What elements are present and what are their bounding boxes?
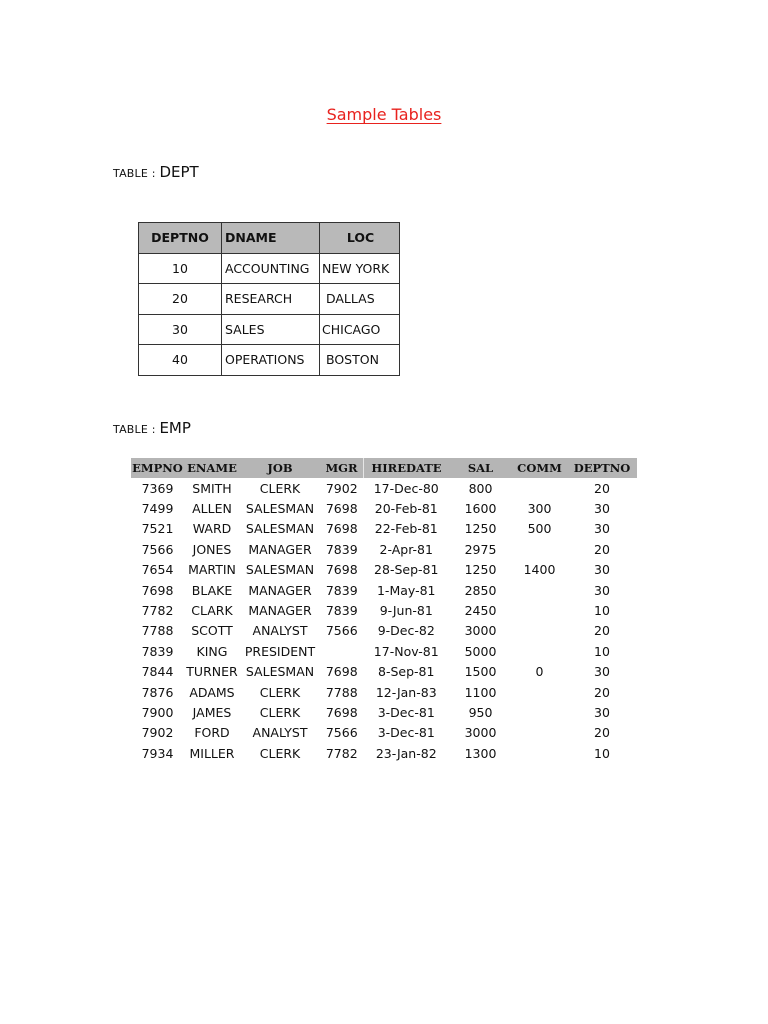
table-row xyxy=(131,682,637,702)
emp-cell-sal: 3000 xyxy=(464,623,497,639)
emp-header-row xyxy=(131,458,637,478)
emp-cell-mgr: 7902 xyxy=(325,480,358,496)
emp-cell-hiredate: 9-Dec-82 xyxy=(377,623,435,639)
emp-cell-ename: CLARK xyxy=(191,603,233,619)
emp-cell-hiredate: 3-Dec-81 xyxy=(377,725,435,741)
emp-cell-ename: SCOTT xyxy=(191,623,233,639)
emp-cell-ename: TURNER xyxy=(186,664,238,680)
emp-cell-sal: 1600 xyxy=(464,501,497,517)
emp-cell-comm xyxy=(512,600,567,620)
dept-cell-dname: RESEARCH xyxy=(222,284,320,315)
emp-cell-hiredate: 8-Sep-81 xyxy=(378,664,435,680)
table-row xyxy=(139,284,400,315)
emp-cell-ename: BLAKE xyxy=(191,582,233,598)
dept-cell-dname: OPERATIONS xyxy=(222,345,320,376)
dept-cell-loc: BOSTON xyxy=(320,345,400,376)
emp-cell-comm: 1400 xyxy=(523,562,556,578)
emp-cell-comm xyxy=(512,641,567,661)
table-row xyxy=(139,314,400,345)
emp-cell-comm xyxy=(512,723,567,743)
table-row xyxy=(139,253,400,284)
emp-cell-comm: 300 xyxy=(527,501,552,517)
emp-section-label xyxy=(113,419,191,437)
emp-cell-empno: 7654 xyxy=(141,562,174,578)
emp-cell-comm xyxy=(512,682,567,702)
dept-table xyxy=(138,222,400,376)
emp-header-sal: SAL xyxy=(449,458,512,478)
emp-cell-mgr: 7839 xyxy=(325,603,358,619)
emp-header-hiredate: HIREDATE xyxy=(364,458,450,478)
dept-section-prefix: TABLE : xyxy=(113,167,156,180)
table-row xyxy=(131,519,637,539)
emp-header-ename: ENAME xyxy=(184,458,240,478)
emp-cell-sal: 1100 xyxy=(464,684,497,700)
emp-cell-job: MANAGER xyxy=(248,603,312,619)
emp-cell-sal: 2450 xyxy=(464,603,497,619)
emp-cell-sal: 1250 xyxy=(464,521,497,537)
table-row xyxy=(131,723,637,743)
emp-cell-deptno: 30 xyxy=(594,704,610,720)
emp-section-name: EMP xyxy=(159,419,191,437)
emp-cell-mgr: 7698 xyxy=(325,521,358,537)
emp-cell-ename: WARD xyxy=(192,521,232,537)
emp-cell-empno: 7782 xyxy=(141,603,174,619)
emp-cell-sal: 1300 xyxy=(464,745,497,761)
emp-cell-deptno: 10 xyxy=(594,745,610,761)
emp-cell-sal: 800 xyxy=(468,480,493,496)
dept-header-deptno: DEPTNO xyxy=(139,223,222,254)
emp-cell-ename: ALLEN xyxy=(192,501,232,517)
emp-cell-sal: 5000 xyxy=(464,643,497,659)
dept-cell-deptno: 40 xyxy=(139,345,222,376)
dept-header-row xyxy=(139,223,400,254)
emp-cell-hiredate: 9-Jun-81 xyxy=(379,603,433,619)
emp-cell-mgr: 7698 xyxy=(325,704,358,720)
table-row xyxy=(131,478,637,498)
table-row xyxy=(131,743,637,763)
emp-cell-sal: 2975 xyxy=(464,541,497,557)
dept-cell-loc: CHICAGO xyxy=(320,314,400,345)
emp-cell-job: ANALYST xyxy=(252,623,308,639)
emp-cell-mgr: 7788 xyxy=(325,684,358,700)
emp-table xyxy=(131,458,637,763)
emp-cell-empno: 7902 xyxy=(141,725,174,741)
emp-cell-deptno: 30 xyxy=(594,521,610,537)
emp-cell-job: SALESMAN xyxy=(245,664,315,680)
emp-cell-job: CLERK xyxy=(259,704,301,720)
emp-cell-ename: JAMES xyxy=(192,704,232,720)
emp-cell-mgr: 7698 xyxy=(325,664,358,680)
emp-cell-ename: SMITH xyxy=(192,480,232,496)
emp-cell-sal: 1500 xyxy=(464,664,497,680)
emp-cell-comm xyxy=(512,539,567,559)
emp-cell-hiredate: 1-May-81 xyxy=(376,582,436,598)
emp-cell-mgr: 7566 xyxy=(325,623,358,639)
table-row xyxy=(131,621,637,641)
table-row xyxy=(131,539,637,559)
dept-cell-loc: NEW YORK xyxy=(320,253,400,284)
emp-cell-empno: 7844 xyxy=(141,664,174,680)
emp-cell-comm: 0 xyxy=(535,664,544,680)
emp-header-deptno: DEPTNO xyxy=(567,458,637,478)
emp-cell-hiredate: 3-Dec-81 xyxy=(377,704,435,720)
emp-cell-ename: JONES xyxy=(192,541,232,557)
emp-cell-empno: 7900 xyxy=(141,704,174,720)
emp-cell-job: MANAGER xyxy=(248,582,312,598)
emp-cell-mgr: 7698 xyxy=(325,501,358,517)
emp-cell-hiredate: 22-Feb-81 xyxy=(374,521,438,537)
emp-cell-deptno: 20 xyxy=(594,480,610,496)
table-row xyxy=(131,560,637,580)
emp-cell-deptno: 20 xyxy=(594,684,610,700)
emp-cell-job: MANAGER xyxy=(248,541,312,557)
emp-cell-job: CLERK xyxy=(259,480,301,496)
emp-cell-mgr: 7698 xyxy=(325,562,358,578)
dept-cell-loc: DALLAS xyxy=(320,284,400,315)
emp-cell-mgr: 7566 xyxy=(325,725,358,741)
emp-cell-job: ANALYST xyxy=(252,725,308,741)
page-title: Sample Tables xyxy=(326,105,442,124)
emp-cell-deptno: 20 xyxy=(594,541,610,557)
emp-cell-hiredate: 17-Nov-81 xyxy=(373,643,439,659)
emp-cell-job: SALESMAN xyxy=(245,562,315,578)
emp-cell-deptno: 20 xyxy=(594,623,610,639)
emp-header-empno: EMPNO xyxy=(131,458,184,478)
emp-cell-mgr: 7839 xyxy=(325,541,358,557)
emp-cell-empno: 7839 xyxy=(141,643,174,659)
emp-cell-empno: 7934 xyxy=(141,745,174,761)
table-row xyxy=(139,345,400,376)
emp-cell-deptno: 30 xyxy=(594,562,610,578)
emp-cell-comm xyxy=(512,478,567,498)
emp-cell-ename: KING xyxy=(196,643,228,659)
emp-cell-empno: 7698 xyxy=(141,582,174,598)
emp-cell-empno: 7788 xyxy=(141,623,174,639)
emp-cell-empno: 7369 xyxy=(141,480,174,496)
emp-cell-sal: 1250 xyxy=(464,562,497,578)
table-row xyxy=(131,641,637,661)
emp-header-job: JOB xyxy=(240,458,320,478)
table-row xyxy=(131,702,637,722)
table-row xyxy=(131,600,637,620)
emp-section-prefix: TABLE : xyxy=(113,423,156,436)
emp-cell-comm xyxy=(512,621,567,641)
emp-cell-mgr: 7839 xyxy=(325,582,358,598)
emp-cell-ename: MARTIN xyxy=(188,562,236,578)
emp-cell-empno: 7521 xyxy=(141,521,174,537)
emp-cell-job: SALESMAN xyxy=(245,501,315,517)
table-row xyxy=(131,662,637,682)
emp-cell-ename: FORD xyxy=(194,725,230,741)
table-row xyxy=(131,498,637,518)
emp-cell-empno: 7499 xyxy=(141,501,174,517)
emp-cell-sal: 2850 xyxy=(464,582,497,598)
emp-cell-comm xyxy=(512,580,567,600)
emp-cell-job: CLERK xyxy=(259,745,301,761)
emp-cell-hiredate: 2-Apr-81 xyxy=(379,541,433,557)
dept-cell-deptno: 10 xyxy=(139,253,222,284)
dept-cell-dname: SALES xyxy=(222,314,320,345)
emp-cell-sal: 950 xyxy=(468,704,493,720)
emp-cell-empno: 7566 xyxy=(141,541,174,557)
emp-cell-job: CLERK xyxy=(259,684,301,700)
emp-cell-hiredate: 20-Feb-81 xyxy=(374,501,438,517)
dept-header-loc: LOC xyxy=(320,223,400,254)
emp-cell-hiredate: 28-Sep-81 xyxy=(374,562,439,578)
emp-cell-deptno: 30 xyxy=(594,582,610,598)
emp-cell-comm: 500 xyxy=(527,521,552,537)
dept-cell-deptno: 30 xyxy=(139,314,222,345)
emp-cell-deptno: 10 xyxy=(594,603,610,619)
emp-cell-comm xyxy=(512,702,567,722)
emp-header-mgr: MGR xyxy=(320,458,364,478)
emp-cell-empno: 7876 xyxy=(141,684,174,700)
emp-cell-deptno: 20 xyxy=(594,725,610,741)
emp-header-comm: COMM xyxy=(512,458,567,478)
emp-cell-hiredate: 23-Jan-82 xyxy=(375,745,437,761)
emp-cell-sal: 3000 xyxy=(464,725,497,741)
dept-section-label xyxy=(113,163,199,181)
emp-cell-comm xyxy=(512,743,567,763)
emp-cell-ename: ADAMS xyxy=(189,684,235,700)
table-row xyxy=(131,580,637,600)
emp-cell-deptno: 30 xyxy=(594,501,610,517)
emp-cell-deptno: 30 xyxy=(594,664,610,680)
emp-cell-hiredate: 17-Dec-80 xyxy=(373,480,439,496)
dept-header-dname: DNAME xyxy=(222,223,320,254)
emp-cell-job: SALESMAN xyxy=(245,521,315,537)
emp-cell-deptno: 10 xyxy=(594,643,610,659)
emp-cell-hiredate: 12-Jan-83 xyxy=(375,684,437,700)
emp-cell-job: PRESIDENT xyxy=(244,643,316,659)
emp-cell-mgr: 7782 xyxy=(325,745,358,761)
dept-cell-dname: ACCOUNTING xyxy=(222,253,320,284)
dept-cell-deptno: 20 xyxy=(139,284,222,315)
dept-section-name: DEPT xyxy=(159,163,199,181)
emp-cell-ename: MILLER xyxy=(189,745,235,761)
emp-cell-mgr xyxy=(320,641,364,661)
